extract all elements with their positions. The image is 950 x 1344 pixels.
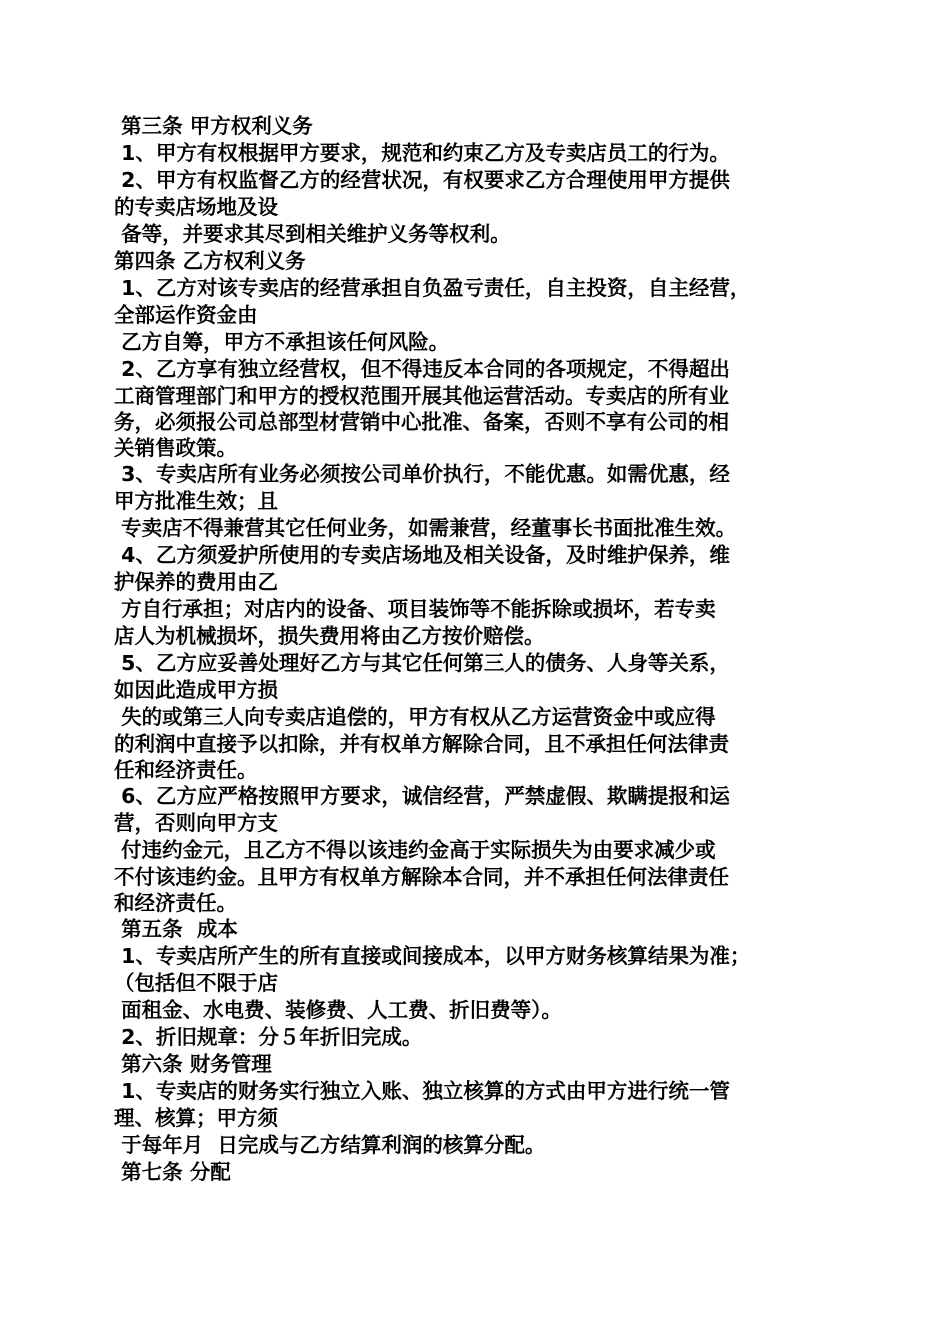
- text-line: 于每年月 日完成与乙方结算利润的核算分配。: [114, 1133, 546, 1157]
- article-7-heading: 第七条 分配: [114, 1160, 231, 1184]
- text-line: 1、专卖店所产生的所有直接或间接成本，以甲方财务核算结果为准；: [114, 944, 751, 968]
- text-line: 2、甲方有权监督乙方的经营状况，有权要求乙方合理使用甲方提供: [114, 168, 730, 192]
- text-line: 6、乙方应严格按照甲方要求，诚信经营，严禁虚假、欺瞒提报和运: [114, 784, 730, 808]
- text-line: 关销售政策。: [114, 436, 237, 460]
- text-line: 面租金、水电费、装修费、人工费、折旧费等）。: [114, 998, 562, 1022]
- text-line: 失的或第三人向专卖店追偿的，甲方有权从乙方运营资金中或应得: [114, 705, 716, 729]
- text-line: 1、乙方对该专卖店的经营承担自负盈亏责任，自主投资，自主经营，: [114, 276, 751, 300]
- text-line: 2、折旧规章：分５年折旧完成。: [114, 1025, 423, 1049]
- text-line: 店人为机械损坏，损失费用将由乙方按价赔偿。: [114, 624, 545, 648]
- text-line: 不付该违约金。且甲方有权单方解除本合同，并不承担任何法律责任: [114, 865, 729, 889]
- text-line: 如因此造成甲方损: [114, 678, 278, 702]
- article-4-heading: 第四条 乙方权利义务: [114, 249, 306, 273]
- text-line: （包括但不限于店: [114, 971, 278, 995]
- text-line: 和经济责任。: [114, 891, 237, 915]
- text-line: 任和经济责任。: [114, 758, 258, 782]
- text-line: 方自行承担；对店内的设备、项目装饰等不能拆除或损坏，若专卖: [114, 597, 716, 621]
- text-line: 理、核算；甲方须: [114, 1106, 278, 1130]
- article-3-heading: 第三条 甲方权利义务: [114, 114, 313, 138]
- text-line: 专卖店不得兼营其它任何业务，如需兼营，经董事长书面批准生效。: [114, 516, 737, 540]
- text-line: 备等，并要求其尽到相关维护义务等权利。: [114, 222, 511, 246]
- article-6-heading: 第六条 财务管理: [114, 1052, 272, 1076]
- text-line: 全部运作资金由: [114, 303, 258, 327]
- text-line: 的利润中直接予以扣除，并有权单方解除合同，且不承担任何法律责: [114, 732, 729, 756]
- text-line: 3、专卖店所有业务必须按公司单价执行，不能优惠。如需优惠，经: [114, 462, 730, 486]
- text-line: 护保养的费用由乙: [114, 570, 278, 594]
- text-line: 工商管理部门和甲方的授权范围开展其他运营活动。专卖店的所有业: [114, 384, 729, 408]
- text-line: 乙方自筹，甲方不承担该任何风险。: [114, 330, 450, 354]
- text-line: 2、乙方享有独立经营权，但不得违反本合同的各项规定，不得超出: [114, 357, 730, 381]
- article-5-heading: 第五条 成本: [114, 917, 238, 941]
- text-line: 的专卖店场地及设: [114, 195, 278, 219]
- text-line: 1、甲方有权根据甲方要求，规范和约束乙方及专卖店员工的行为。: [114, 141, 730, 165]
- text-line: 付违约金元，且乙方不得以该违约金高于实际损失为由要求减少或: [114, 838, 716, 862]
- text-line: 1、专卖店的财务实行独立入账、独立核算的方式由甲方进行统一管: [114, 1079, 730, 1103]
- document-page: [114, 113, 844, 1186]
- text-line: 务，必须报公司总部型材营销中心批准、备案，否则不享有公司的相: [114, 410, 729, 434]
- text-line: 4、乙方须爱护所使用的专卖店场地及相关设备，及时维护保养，维: [114, 543, 730, 567]
- text-line: 甲方批准生效；且: [114, 489, 278, 513]
- text-line: 营，否则向甲方支: [114, 811, 278, 835]
- text-line: 5、乙方应妥善处理好乙方与其它任何第三人的债务、人身等关系，: [114, 651, 730, 675]
